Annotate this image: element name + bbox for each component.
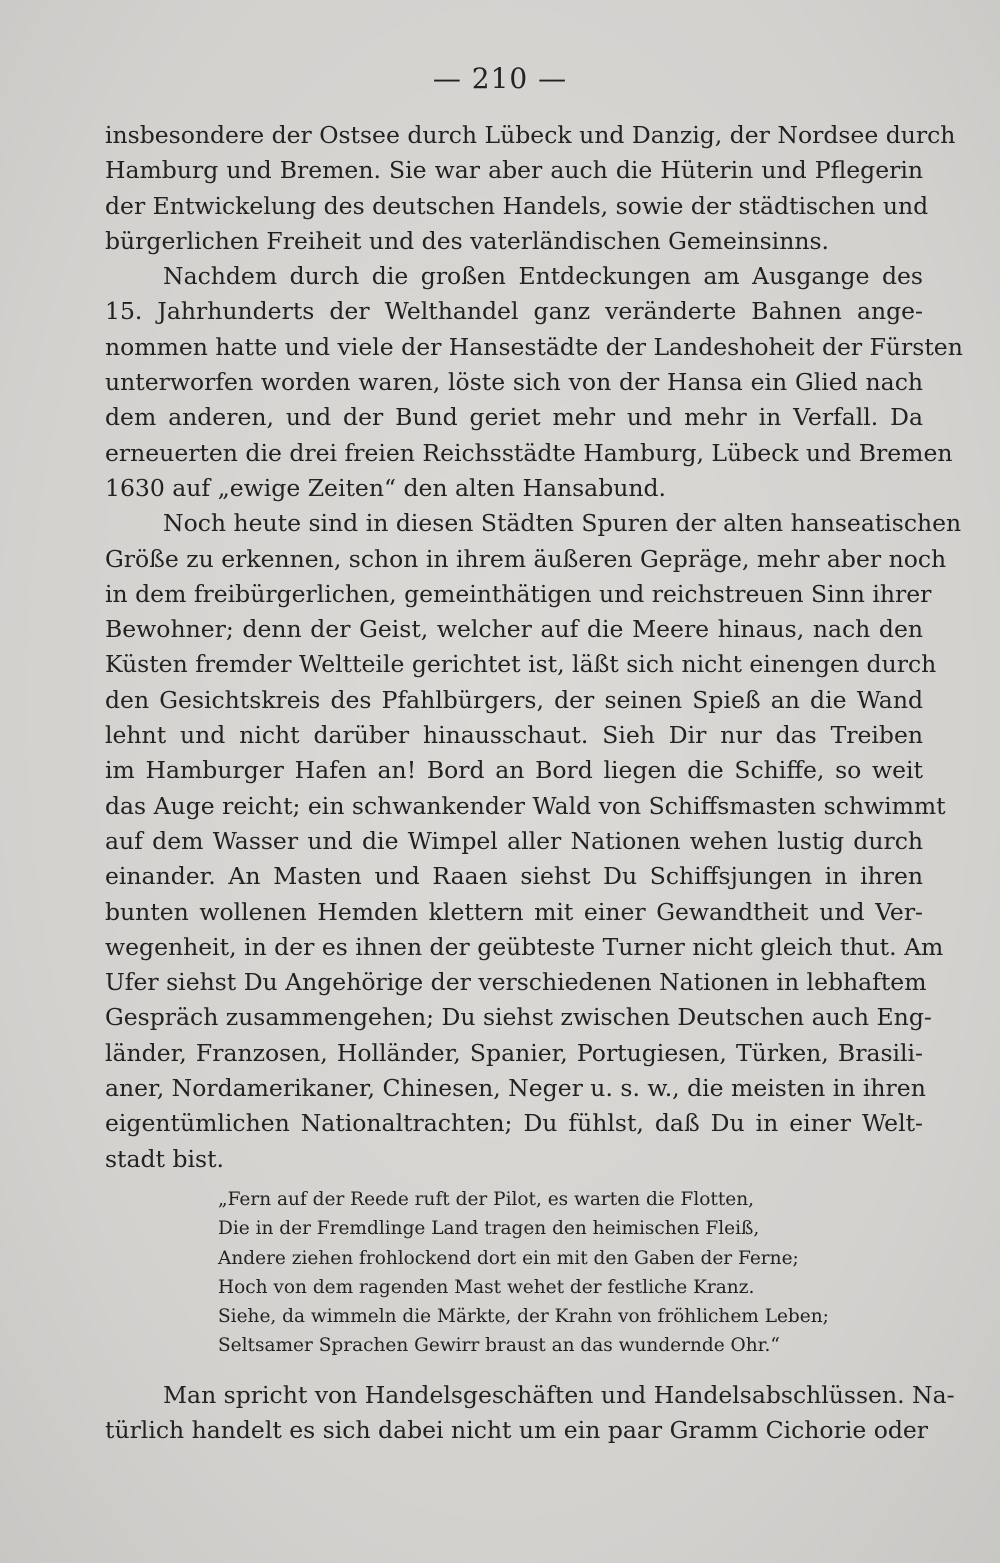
text-line: Gespräch zusammengehen; Du siehst zwischen Deutschen auch Eng- [105,1003,932,1032]
text-line: unterworfen worden waren, löste sich von der Hansa ein Glied nach [105,368,923,397]
verse-line: Seltsamer Sprachen Gewirr braust an das wundernde Ohr.“ [218,1335,780,1357]
text-line: Noch heute sind in diesen Städten Spuren der alten hanseatischen [163,509,962,538]
text-line: Größe zu erkennen, schon in ihrem äußeren Gepräge, mehr aber noch [105,544,947,573]
text-line: den Gesichtskreis des Pfahlbürgers, der seinen Spieß an die Wand [105,685,923,714]
poem-quote [218,1185,868,1361]
text-line: Hamburg und Bremen. Sie war aber auch die Hüterin und Pflegerin [105,156,923,185]
text-line: in dem freibürgerlichen, gemeinthätigen und reichstreuen Sinn ihrer [105,579,932,608]
text-line: einander. An Masten und Raaen siehst Du Schiffsjungen in ihren [105,862,923,891]
text-line: Man spricht von Handelsgeschäften und Handelsabschlüssen. Na- [163,1381,955,1409]
verse-line: Hoch von dem ragenden Mast wehet der festliche Kranz. [218,1276,755,1298]
text-line: nommen hatte und viele der Hansestädte der Landeshoheit der Fürsten [105,332,963,361]
text-line: türlich handelt es sich dabei nicht um ein paar Gramm Cichorie oder [105,1416,929,1445]
page-number: — 210 — [432,62,568,95]
text-line: der Entwickelung des deutschen Handels, sowie der städtischen und [105,191,929,220]
text-line: 15. Jahrhunderts der Welthandel ganz veränderte Bahnen ange- [105,297,923,326]
text-line: 1630 auf „ewige Zeiten“ den alten Hansabund. [105,473,667,502]
text-line: stadt bist. [105,1144,225,1173]
text-line: bunten wollenen Hemden klettern mit einer Gewandtheit und Ver- [105,897,923,926]
text-line: länder, Franzosen, Holländer, Spanier, Portugiesen, Türken, Brasili- [105,1038,923,1067]
text-line: Küsten fremder Weltteile gerichtet ist, läßt sich nicht einengen durch [105,650,937,679]
text-line: insbesondere der Ostsee durch Lübeck und Danzig, der Nordsee durch [105,121,956,149]
text-line: das Auge reicht; ein schwankender Wald von Schiffsmasten schwimmt [105,791,946,820]
verse-line: „Fern auf der Reede ruft der Pilot, es warten die Flotten, [218,1189,755,1210]
text-line: Bewohner; denn der Geist, welcher auf die Meere hinaus, nach den [105,615,923,644]
text-line: erneuerten die drei freien Reichsstädte Hamburg, Lübeck und Bremen [105,438,953,467]
text-line: Nachdem durch die großen Entdeckungen am Ausgange des [163,262,923,291]
text-line: bürgerlichen Freiheit und des vaterländischen Gemeinsinns. [105,226,829,255]
text-line: Ufer siehst Du Angehörige der verschiedenen Nationen in lebhaftem [105,968,927,997]
verse-line: Siehe, da wimmeln die Märkte, der Krahn von fröhlichem Leben; [218,1306,829,1328]
body-text [105,118,963,1177]
text-line: im Hamburger Hafen an! Bord an Bord liegen die Schiffe, so weit [105,756,923,785]
text-line: dem anderen, und der Bund geriet mehr und mehr in Verfall. Da [105,403,923,432]
text-line: auf dem Wasser und die Wimpel aller Nationen wehen lustig durch [105,826,923,855]
verse-line: Andere ziehen frohlockend dort ein mit den Gaben der Ferne; [218,1247,799,1269]
text-line: eigentümlichen Nationaltrachten; Du fühlst, daß Du in einer Welt- [105,1109,923,1138]
text-line: aner, Nordamerikaner, Chinesen, Neger u. s. w., die meisten in ihren [105,1074,926,1103]
verse-line: Die in der Fremdlinge Land tragen den heimischen Fleiß, [218,1218,760,1240]
body-text-continued [105,1378,955,1449]
text-line: lehnt und nicht darüber hinausschaut. Sieh Dir nur das Treiben [105,721,923,750]
text-line: wegenheit, in der es ihnen der geübteste Turner nicht gleich thut. Am [105,932,944,961]
